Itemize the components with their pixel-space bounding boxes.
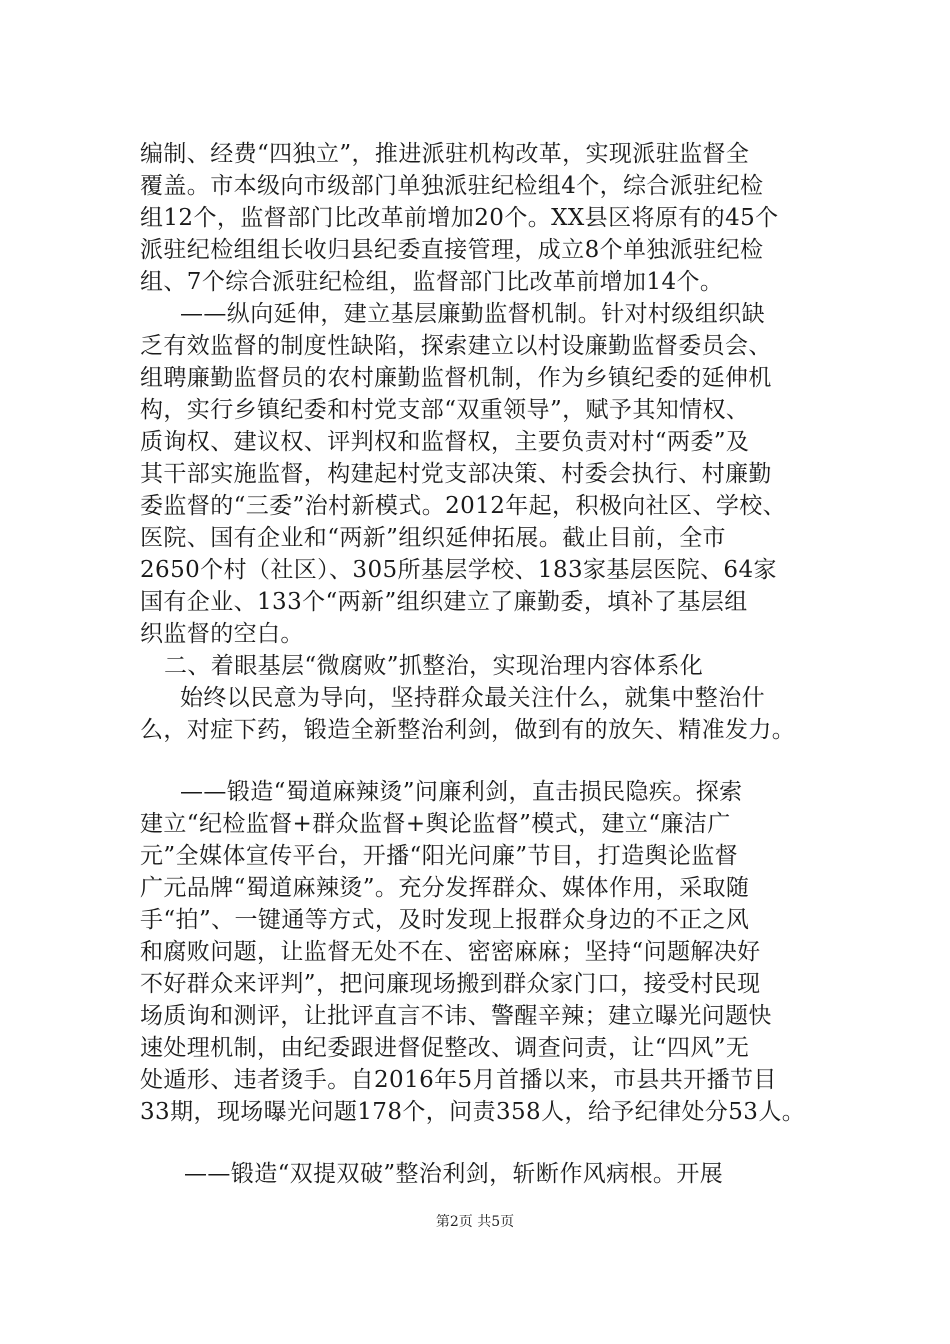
page-footer: 第2页 共5页 — [435, 1214, 515, 1230]
text-line: 元”全媒体宣传平台，开播“阳光问廉”节目，打造舆论监督 — [140, 843, 739, 869]
text-line: 手“拍”、一键通等方式，及时发现上报群众身边的不正之风 — [140, 907, 750, 933]
text-line: ——锻造“蜀道麻辣烫”问廉利剑，直击损民隐疾。探索 — [180, 779, 743, 805]
text-line: 处遁形、违者烫手。自2016年5月首播以来，市县共开播节目 — [140, 1067, 777, 1093]
text-line: 派驻纪检组组长收归县纪委直接管理，成立8个单独派驻纪检 — [140, 237, 764, 263]
text-line: 33期，现场曝光问题178个，问责358人，给予纪律处分53人。 — [140, 1099, 806, 1125]
text-line: ——锻造“双提双破”整治利剑，斩断作风病根。开展 — [184, 1161, 724, 1187]
text-line: 么，对症下药，锻造全新整治利剑，做到有的放矢、精准发力。 — [140, 717, 796, 743]
text-line: 其干部实施监督，构建起村党支部决策、村委会执行、村廉勤 — [140, 461, 772, 487]
text-line: ——纵向延伸，建立基层廉勤监督机制。针对村级组织缺 — [180, 301, 765, 327]
text-line: 场质询和测评，让批评直言不讳、警醒辛辣；建立曝光问题快 — [140, 1003, 772, 1029]
text-line: 不好群众来评判”，把问廉现场搬到群众家门口，接受村民现 — [140, 971, 761, 997]
text-line: 构，实行乡镇纪委和村党支部“双重领导”，赋予其知情权、 — [140, 397, 750, 423]
text-line: 2650个村（社区）、305所基层学校、183家基层医院、64家 — [140, 557, 777, 583]
text-line: 速处理机制，由纪委跟进督促整改、调查问责，让“四风”无 — [140, 1035, 750, 1061]
text-line: 二、着眼基层“微腐败”抓整治，实现治理内容体系化 — [164, 653, 704, 679]
text-line: 始终以民意为导向，坚持群众最关注什么，就集中整治什 — [180, 685, 765, 711]
text-line: 医院、国有企业和“两新”组织延伸拓展。截止目前，全市 — [140, 525, 726, 551]
text-line: 国有企业、133个“两新”组织建立了廉勤委，填补了基层组 — [140, 589, 748, 615]
text-line: 建立“纪检监督+群众监督+舆论监督”模式，建立“廉洁广 — [140, 811, 731, 837]
text-line: 组聘廉勤监督员的农村廉勤监督机制，作为乡镇纪委的延伸机 — [140, 365, 772, 391]
text-line: 乏有效监督的制度性缺陷，探索建立以村设廉勤监督委员会、 — [140, 333, 772, 359]
text-line: 质询权、建议权、评判权和监督权，主要负责对村“两委”及 — [140, 429, 750, 455]
text-line: 广元品牌“蜀道麻辣烫”。充分发挥群众、媒体作用，采取随 — [140, 875, 750, 901]
text-line: 组、7个综合派驻纪检组，监督部门比改革前增加14个。 — [140, 269, 724, 295]
text-line: 组12个，监督部门比改革前增加20个。XX县区将原有的45个 — [140, 205, 779, 231]
text-line: 和腐败问题，让监督无处不在、密密麻麻；坚持“问题解决好 — [140, 939, 761, 965]
text-line: 覆盖。市本级向市级部门单独派驻纪检组4个，综合派驻纪检 — [140, 173, 764, 199]
text-line: 织监督的空白。 — [140, 621, 304, 647]
text-line: 编制、经费“四独立”，推进派驻机构改革，实现派驻监督全 — [140, 141, 750, 167]
text-line: 委监督的“三委”治村新模式。2012年起，积极向社区、学校、 — [140, 493, 787, 519]
